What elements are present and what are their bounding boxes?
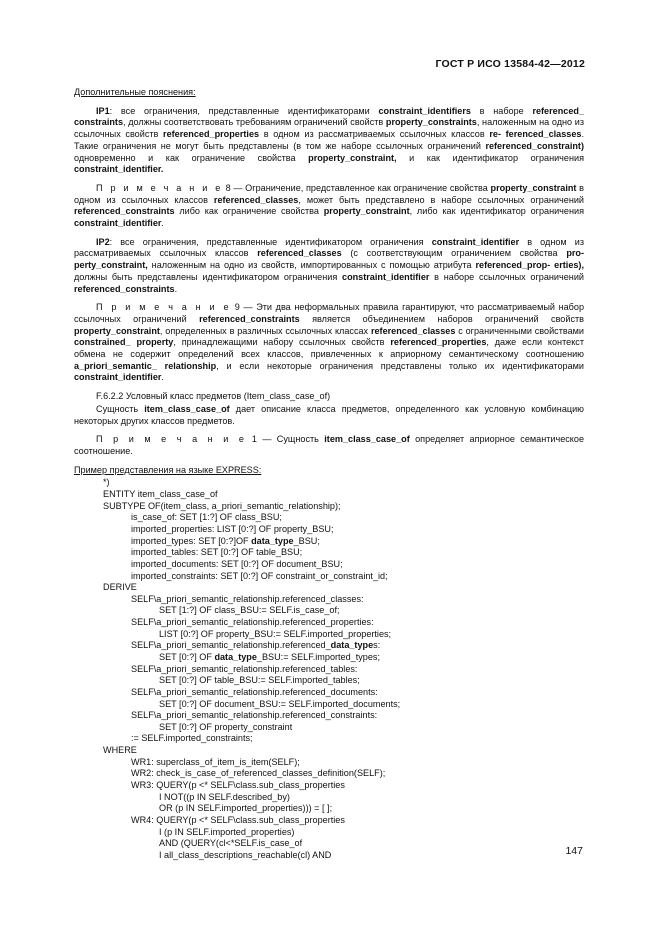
term: property_constraint — [490, 182, 577, 193]
paragraph-ip1: IP1: все ограничения, представленные идентификаторами constraint_identifiers в наборе referenced_ constraints, должны соответствовать требованиям ограничений свойств property_constraints, наложенным на одно из ссылочных свойств referenced_properties в одном из рассматриваемых ссылочных классов re- ferenced_classes. Такие ограничения не могут быть представлены (в том же наборе ссылочных ограничений referenced_constraint) одновременно и как ограничение свойства property_constraint, и как идентификатор ограничения constraint_identifier. — [74, 105, 585, 175]
code-line: *) — [103, 477, 110, 488]
term: re- ferenced_classes — [489, 129, 582, 140]
code-line: SELF\a_priori_semantic_relationship.referenced_tables: — [131, 663, 358, 674]
code-line: OR (p IN SELF.imported_properties))) = [ ]; — [159, 803, 333, 814]
term: referenced_classes — [213, 194, 299, 205]
code-line: WR4: QUERY(p <* SELF\class.sub_class_properties — [131, 814, 345, 825]
code-line: AND (QUERY(cl<*SELF.is_case_of — [159, 838, 303, 849]
express-heading: Пример представления на языке EXPRESS: — [74, 464, 262, 475]
code-line: is_case_of: SET [1:?] OF class_BSU; — [131, 512, 282, 523]
note-label: П р и м е ч а н и е — [96, 302, 232, 313]
code-line: imported_types: SET [0:?]OF data_type_BSU; — [131, 535, 320, 546]
term: referenced_constraints — [74, 283, 175, 294]
code-line: I (p IN SELF.imported_properties) — [159, 826, 295, 837]
code-line: WR3: QUERY(p <* SELF\class.sub_class_properties — [131, 780, 345, 791]
code-line: WHERE — [103, 745, 137, 756]
code-line: ENTITY item_class_case_of — [103, 489, 218, 500]
code-line: SELF\a_priori_semantic_relationship.referenced_properties: — [131, 617, 374, 628]
code-line: := SELF.imported_constraints; — [131, 733, 253, 744]
document-header: ГОСТ Р ИСО 13584-42—2012 — [435, 58, 585, 70]
term: property_constraint — [323, 206, 410, 217]
term: referenced_properties — [390, 337, 487, 348]
code-line: imported_tables: SET [0:?] OF table_BSU; — [131, 547, 303, 558]
term: referenced_constraints — [199, 313, 300, 324]
note-9: П р и м е ч а н и е 9 — Эти два неформальных правила гарантируют, что рассматриваемый набор ссылочных ограничений referenced_constraints является объединением наборов ограничений свойств property_constraint, определенных в различных ссылочных классах referenced_classes с ограниченными свойствами constrained_ property, принадлежащими набору ссылочных свойств referenced_properties, даже если контекст обмена не содержит определений всех классов, привлеченных к априорному семантическому соотношению a_priori_semantic_ relationship, и если некоторые ограничения представлены только их идентификаторами constraint_identifier. — [74, 302, 585, 383]
code-line: DERIVE — [103, 582, 137, 593]
code-line: SUBTYPE OF(item_class, a_priori_semantic_relationship); — [103, 500, 341, 511]
term: referenced_properties — [163, 129, 260, 140]
term: constraint_identifier — [431, 236, 520, 247]
term: item_class_case_of — [144, 403, 230, 414]
code-line: SELF\a_priori_semantic_relationship.referenced_data_types: — [131, 640, 381, 651]
entity-description: Сущность item_class_case_of дает описание класса предметов, определенного как условную комбинацию некоторых других классов предметов. — [74, 403, 584, 426]
code-line: SET [0:?] OF data_type_BSU:= SELF.imported_types; — [159, 652, 380, 662]
term: constrained_ property — [74, 337, 174, 348]
code-line: SET [0:?] OF property_constraint — [159, 721, 293, 732]
note-8: П р и м е ч а н и е 8 — Ограничение, представленное как ограничение свойства property_constraint в одном из ссылочных классов referenced_classes, может быть представлено в наборе ссылочных ограничений referenced_constraints либо как ограничение свойства property_constraint, либо как идентификатор ограничения constraint_identifier. — [74, 182, 585, 229]
term: property_constraint, — [308, 152, 397, 163]
term: constraint_identifier — [342, 271, 430, 282]
term: referenced_constraints — [74, 206, 175, 217]
code-line: imported_documents: SET [0:?] OF document_BSU; — [131, 558, 343, 569]
term: constraint_identifier — [74, 372, 162, 383]
code-line: SET [0:?] OF document_BSU:= SELF.imported_documents; — [159, 698, 401, 709]
code-line: I NOT((p IN SELF.described_by) — [159, 791, 290, 802]
page-number: 147 — [565, 845, 583, 857]
section-heading: Дополнительные пояснения: — [74, 87, 196, 97]
note-label: П р и м е ч а н и е — [96, 182, 223, 193]
term: constraint_identifiers — [378, 105, 471, 116]
code-line: imported_constraints: SET [0:?] OF constraint_or_constraint_id; — [131, 570, 388, 581]
term: referenced_classes — [257, 248, 342, 259]
express-code-block — [74, 477, 584, 861]
code-line: I all_class_descriptions_reachable(cl) AND — [159, 849, 332, 860]
code-line: LIST [0:?] OF property_BSU:= SELF.imported_properties; — [159, 628, 392, 639]
term: pro- perty_constraint, — [74, 248, 584, 271]
code-line: SET [0:?] OF table_BSU:= SELF.imported_tables; — [159, 675, 360, 686]
term: referenced_prop- erties), — [475, 260, 584, 271]
subsection-title: F.6.2.2 Условный класс предметов (Item_class_case_of) — [96, 391, 331, 402]
term: referenced_ constraints — [74, 105, 584, 128]
term: a_priori_semantic_ relationship — [74, 360, 217, 371]
note-1: П р и м е ч а н и е 1 — Сущность item_class_case_of определяет априорное семантическое соотношение. — [74, 434, 585, 456]
term: constraint_identifier. — [74, 164, 164, 175]
code-line: SELF\a_priori_semantic_relationship.referenced_documents: — [131, 686, 378, 697]
term: item_class_case_of — [324, 434, 410, 445]
note-label: П р и м е ч а н и е — [96, 434, 247, 445]
paragraph-tag: IP2 — [96, 236, 110, 247]
code-line: WR2: check_is_case_of_referenced_classes_definition(SELF); — [131, 768, 386, 779]
paragraph-ip2: IP2: все ограничения, представленные идентификатором ограничения constraint_identifier в одном из рассматриваемых ссылочных классов referenced_classes (с соответствующим ограничением свойства pro- perty_constraint, наложенным на одно из свойств, импортированных с помощью атрибута referenced_prop- erties), должны быть представлены идентификатором ограничения constraint_identifier в наборе ссылочных ограничений referenced_constraints. — [74, 236, 584, 294]
code-line: WR1: superclass_of_item_is_item(SELF); — [131, 756, 300, 767]
term: property_constraints — [385, 117, 477, 128]
code-line: SELF\a_priori_semantic_relationship.referenced_classes: — [131, 593, 364, 604]
term: constraint_identifier — [74, 218, 162, 229]
code-line: SET [1:?] OF class_BSU:= SELF.is_case_of; — [159, 605, 340, 616]
code-line: imported_properties: LIST [0:?] OF property_BSU; — [131, 523, 334, 534]
code-line: SELF\a_priori_semantic_relationship.referenced_constraints: — [131, 710, 378, 721]
term: property_constraint — [74, 325, 160, 336]
paragraph-tag: IP1 — [96, 105, 110, 116]
term: referenced_classes — [370, 325, 456, 336]
term: referenced_constraint) — [485, 140, 584, 151]
page-content — [74, 87, 584, 862]
